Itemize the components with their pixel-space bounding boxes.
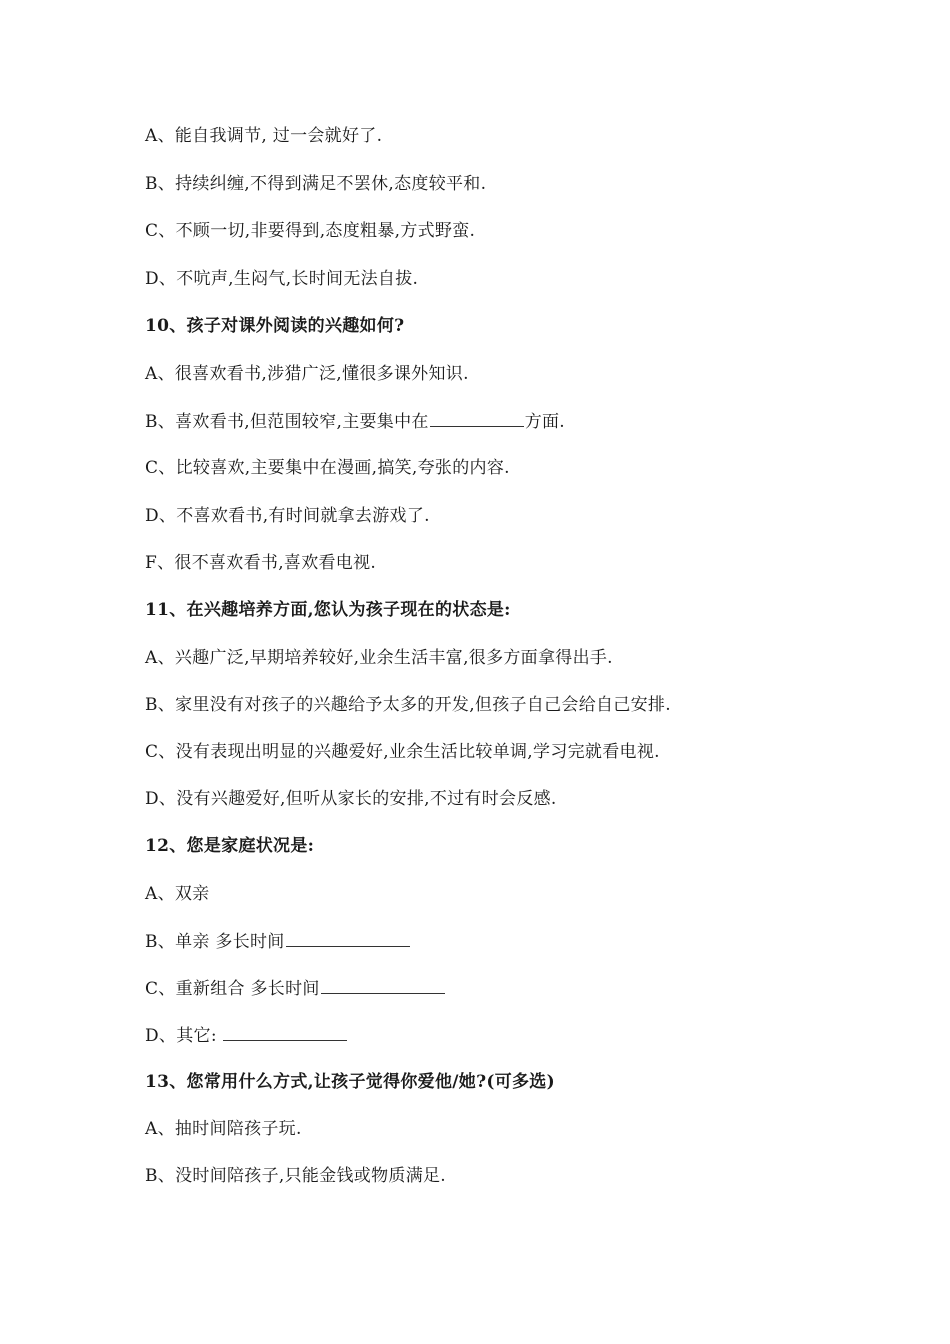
option-line: A、双亲	[145, 884, 210, 904]
option-line-with-blank	[145, 929, 411, 954]
question-heading: 10、孩子对课外阅读的兴趣如何?	[145, 316, 405, 336]
question-heading: 11、在兴趣培养方面,您认为孩子现在的状态是:	[145, 600, 511, 620]
option-line: D、没有兴趣爱好,但听从家长的安排,不过有时会反感.	[145, 789, 557, 809]
option-text-before-blank: B、喜欢看书,但范围较窄,主要集中在	[145, 412, 429, 432]
option-line: D、不吭声,生闷气,长时间无法自拔.	[145, 269, 419, 289]
option-line: A、很喜欢看书,涉猎广泛,懂很多课外知识.	[145, 364, 469, 384]
fill-in-blank	[223, 1023, 347, 1041]
question-heading: 13、您常用什么方式,让孩子觉得你爱他/她?(可多选)	[145, 1072, 555, 1092]
option-line: B、没时间陪孩子,只能金钱或物质满足.	[145, 1166, 446, 1186]
option-text-before-blank: D、其它:	[145, 1026, 217, 1046]
fill-in-blank	[286, 929, 410, 947]
option-line: B、家里没有对孩子的兴趣给予太多的开发,但孩子自己会给自己安排.	[145, 695, 671, 715]
option-line: B、持续纠缠,不得到满足不罢休,态度较平和.	[145, 174, 487, 194]
option-line-with-blank	[145, 409, 565, 434]
option-line: A、能自我调节, 过一会就好了.	[145, 126, 383, 146]
option-text-before-blank: B、单亲 多长时间	[145, 932, 285, 952]
question-heading: 12、您是家庭状况是:	[145, 836, 315, 856]
option-line: C、没有表现出明显的兴趣爱好,业余生活比较单调,学习完就看电视.	[145, 742, 660, 762]
option-line-with-blank	[145, 1023, 348, 1048]
option-line: A、抽时间陪孩子玩.	[145, 1119, 302, 1139]
fill-in-blank	[321, 976, 445, 994]
option-text-before-blank: C、重新组合 多长时间	[145, 979, 320, 999]
option-line: A、兴趣广泛,早期培养较好,业余生活丰富,很多方面拿得出手.	[145, 648, 613, 668]
option-text-after-blank: 方面.	[524, 412, 566, 432]
option-line-with-blank	[145, 976, 446, 1001]
fill-in-blank	[430, 409, 524, 427]
option-line: C、比较喜欢,主要集中在漫画,搞笑,夸张的内容.	[145, 458, 510, 478]
option-line: C、不顾一切,非要得到,态度粗暴,方式野蛮.	[145, 221, 476, 241]
option-line: F、很不喜欢看书,喜欢看电视.	[145, 553, 377, 573]
option-line: D、不喜欢看书,有时间就拿去游戏了.	[145, 506, 430, 526]
